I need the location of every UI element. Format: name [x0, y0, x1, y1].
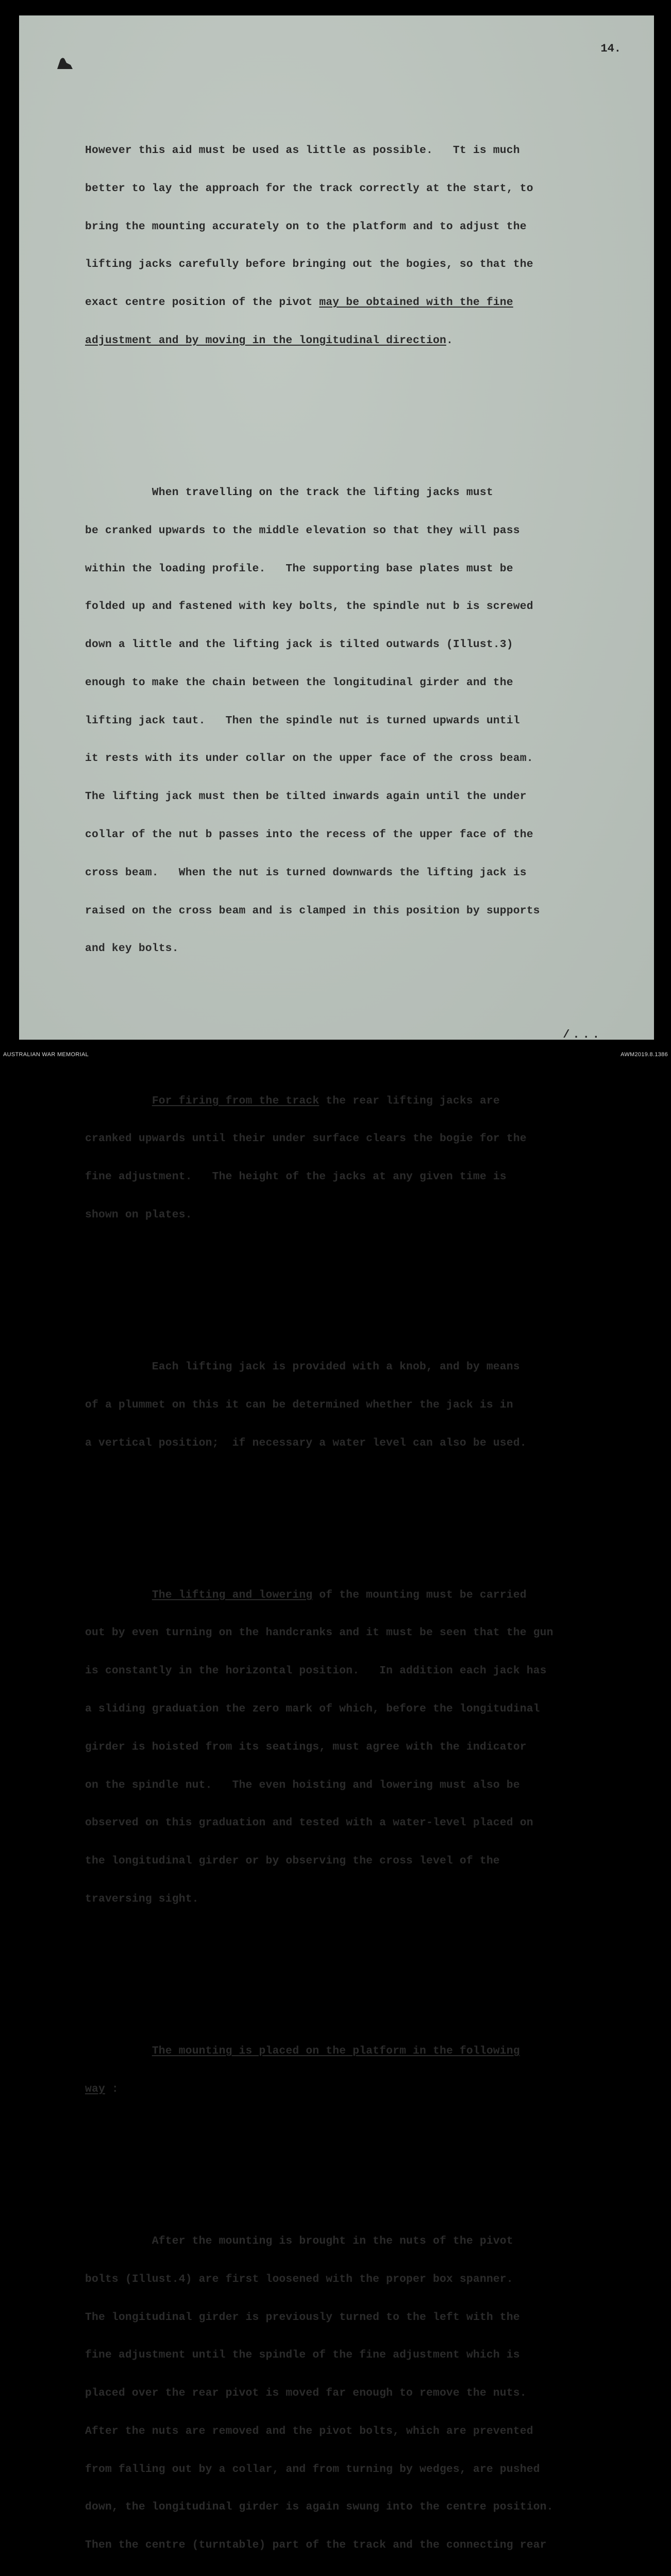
text-line	[85, 1589, 642, 1602]
paragraph-5	[85, 1563, 642, 1930]
underlined-heading: For firing from the track	[152, 1094, 320, 1107]
text-line	[85, 334, 642, 347]
text-line: folded up and fastened with key bolts, the spindle nut b is screwed	[85, 600, 533, 613]
text-line: traversing sight.	[85, 1892, 199, 1905]
paragraph-7	[85, 2210, 642, 2576]
text-line: a vertical position; if necessary a water level can also be used.	[85, 1436, 527, 1449]
underlined-heading: The lifting and lowering	[152, 1588, 313, 1601]
indent	[85, 1095, 152, 1107]
text-line: of a plummet on this it can be determined whether the jack is in	[85, 1398, 513, 1411]
paragraph-1	[85, 119, 642, 372]
text-line: After the mounting is brought in the nuts of the pivot	[85, 2234, 513, 2247]
text-line: enough to make the chain between the longitudinal girder and the	[85, 676, 513, 689]
text-line: it rests with its under collar on the upper face of the cross beam.	[85, 752, 533, 765]
text-line	[85, 2045, 642, 2058]
indent	[85, 2045, 152, 2057]
text-line	[85, 2083, 642, 2096]
underlined-heading: way	[85, 2082, 105, 2095]
text-line: Then the centre (turntable) part of the track and the connecting rear	[85, 2539, 547, 2552]
text-line: bolts (Illust.4) are first loosened with the proper box spanner.	[85, 2273, 513, 2285]
paragraph-2	[85, 461, 642, 980]
text-line: down, the longitudinal girder is again swung into the centre position.	[85, 2501, 553, 2514]
text-line: within the loading profile. The supporting base plates must be	[85, 562, 513, 575]
continuation-mark: /...	[563, 1028, 602, 1041]
text-line: observed on this graduation and tested with a water-level placed on	[85, 1817, 533, 1829]
text-line: and key bolts.	[85, 942, 179, 955]
text-line: from falling out by a collar, and from turning by wedges, are pushed	[85, 2463, 540, 2476]
text-line: on the spindle nut. The even hoisting and lowering must also be	[85, 1778, 520, 1791]
text-line: shown on plates.	[85, 1208, 192, 1221]
text-line: The lifting jack must then be tilted inwards again until the under	[85, 790, 527, 803]
footer-catalogue-id: AWM2019.8.1386	[620, 1052, 668, 1058]
text-line: fine adjustment until the spindle of the fine adjustment which is	[85, 2349, 520, 2362]
text-line: lifting jacks carefully before bringing out the bogies, so that the	[85, 258, 533, 271]
text-line: is constantly in the horizontal position. In addition each jack has	[85, 1665, 547, 1677]
underlined-text: may be obtained with the fine	[319, 296, 513, 309]
text-line: lifting jack taut. Then the spindle nut is turned upwards until	[85, 714, 520, 727]
text-line: cross beam. When the nut is turned downwards the lifting jack is	[85, 866, 527, 879]
underlined-text: adjustment and by moving in the longitudinal direction	[85, 334, 446, 347]
text-line: cranked upwards until their under surface clears the bogie for the	[85, 1132, 527, 1145]
ink-blot-mark	[55, 56, 74, 71]
text-line: When travelling on the track the lifting jacks must	[85, 486, 493, 499]
text-line: bring the mounting accurately on to the platform and to adjust the	[85, 220, 527, 233]
text-line	[85, 296, 642, 309]
text-span: of the mounting must be carried	[312, 1588, 527, 1601]
paragraph-4	[85, 1335, 642, 1475]
text-line	[85, 1095, 642, 1108]
document-body	[85, 81, 642, 2576]
text-line: a sliding graduation the zero mark of which, before the longitudinal	[85, 1703, 540, 1715]
text-line: girder is hoisted from its seatings, must agree with the indicator	[85, 1740, 527, 1753]
text-span: :	[105, 2082, 119, 2095]
text-line: out by even turning on the handcranks and it must be seen that the gun	[85, 1626, 553, 1639]
text-line: better to lay the approach for the track correctly at the start, to	[85, 182, 533, 195]
text-line: fine adjustment. The height of the jacks at any given time is	[85, 1171, 507, 1183]
indent	[85, 1589, 152, 1601]
text-line: The longitudinal girder is previously turned to the left with the	[85, 2311, 520, 2324]
text-line: collar of the nut b passes into the recess of the upper face of the	[85, 828, 533, 841]
text-line: down a little and the lifting jack is tilted outwards (Illust.3)	[85, 638, 513, 651]
paragraph-6-heading	[85, 2020, 642, 2121]
text-line: be cranked upwards to the middle elevation so that they will pass	[85, 524, 520, 537]
underlined-heading: The mounting is placed on the platform in the following	[152, 2045, 520, 2058]
text-span: .	[446, 334, 453, 347]
text-line: placed over the rear pivot is moved far enough to remove the nuts.	[85, 2387, 527, 2400]
text-line: After the nuts are removed and the pivot bolts, which are prevented	[85, 2425, 533, 2437]
text-line: However this aid must be used as little as possible. Tt is much	[85, 144, 520, 157]
text-line: raised on the cross beam and is clamped in this position by supports	[85, 904, 540, 917]
text-line: Each lifting jack is provided with a knob, and by means	[85, 1360, 520, 1373]
paragraph-3	[85, 1069, 642, 1246]
text-span: exact centre position of the pivot	[85, 296, 320, 309]
text-span: the rear lifting jacks are	[319, 1094, 500, 1107]
page-number: 14.	[600, 42, 621, 55]
text-line: the longitudinal girder or by observing the cross level of the	[85, 1855, 500, 1868]
footer-institution: AUSTRALIAN WAR MEMORIAL	[3, 1052, 89, 1058]
